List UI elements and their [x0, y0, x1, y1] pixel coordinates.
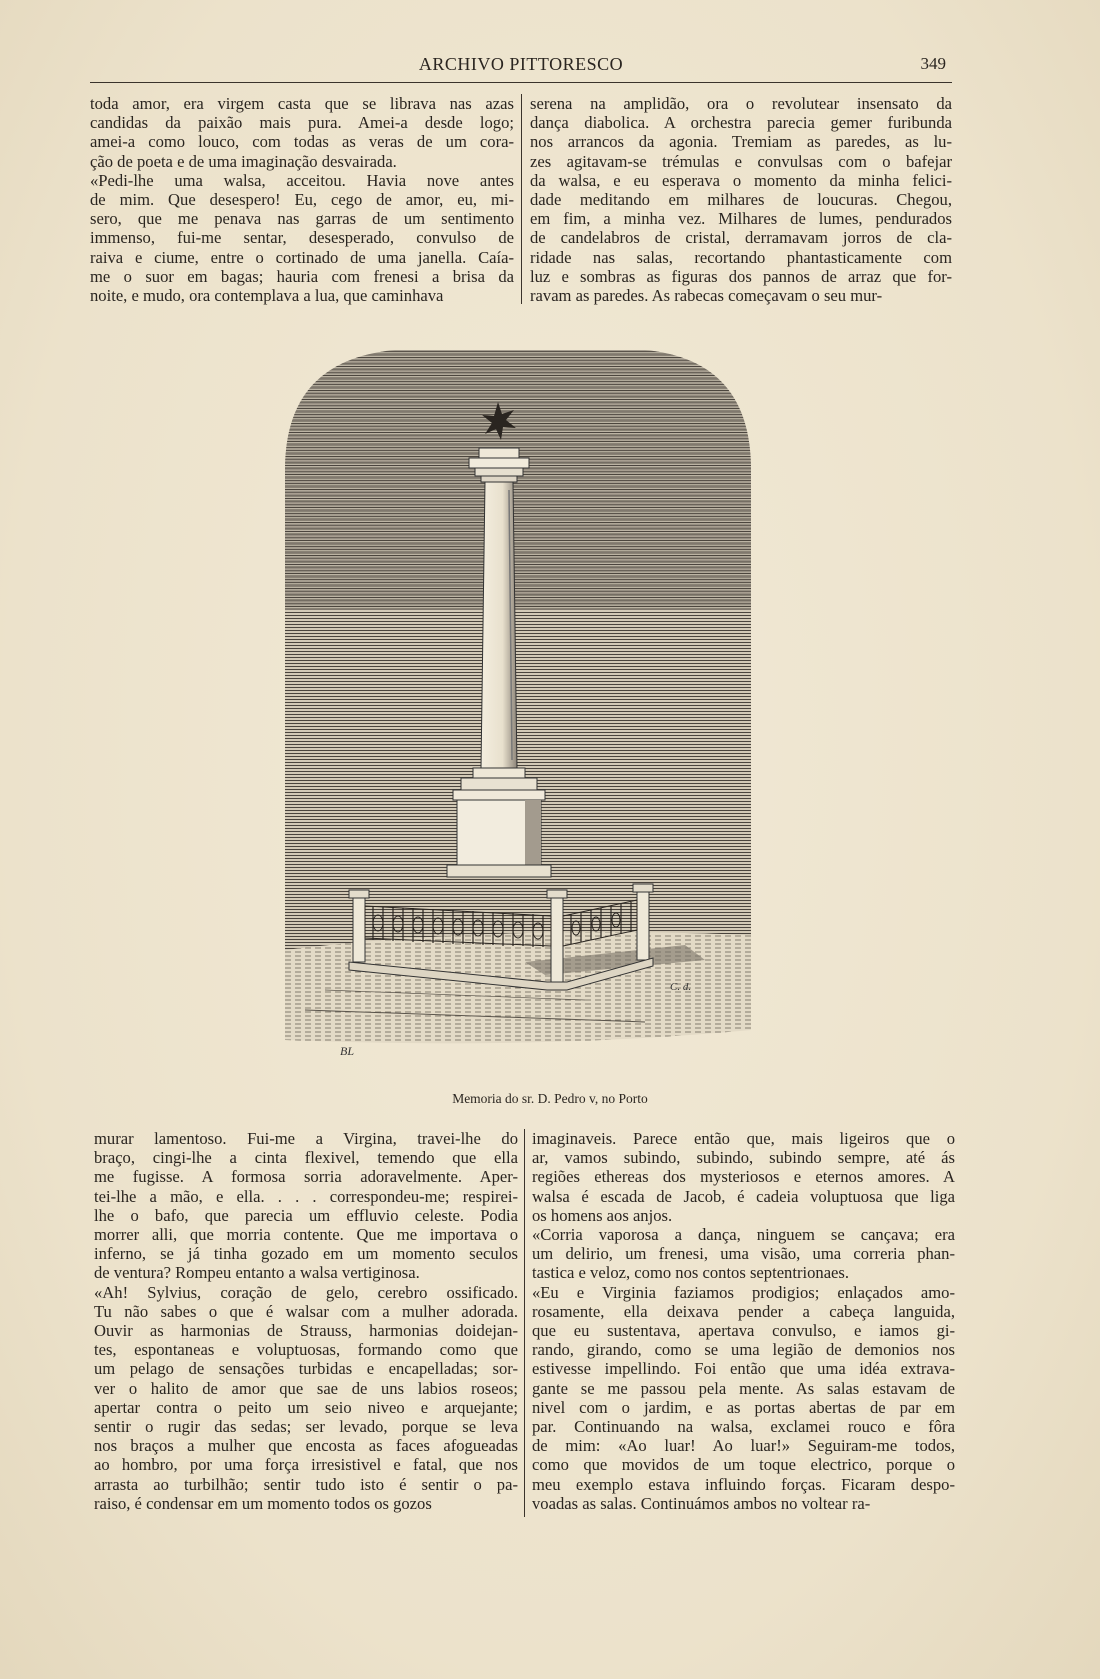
text-line: ridade nas salas, recortando phantasticamente com	[530, 247, 952, 267]
text-line: lhe o bafo, que parecia um effluvio celeste. Podia	[94, 1205, 518, 1225]
text-column-bottom-left	[94, 1129, 518, 1513]
text-line: imaginaveis. Parece então que, mais ligeiros que o	[532, 1129, 955, 1148]
text-line: tei-lhe a mão, e ella. . . . correspondeu-me; respirei-	[94, 1186, 518, 1206]
engraver-signature-right: C. d.	[670, 981, 692, 993]
text-line: me fugisse. A formosa sorria adoravelmente. Aper-	[94, 1167, 518, 1187]
text-line: ao hombro, por uma força irresistivel e fatal, que nos	[94, 1455, 518, 1475]
text-line: sentir o rugir das sedas; ser levado, porque se leva	[94, 1417, 518, 1437]
text-line: «Corria vaporosa a dança, ninguem se cançava; era	[532, 1225, 955, 1245]
text-line: voadas as salas. Continuámos ambos no voltear ra-	[532, 1493, 871, 1513]
text-line: morrer alli, que morria contente. Que me importava o	[94, 1225, 518, 1245]
text-line: gante se me passou pela mente. As salas estavam de	[532, 1378, 955, 1398]
text-column-top-left	[90, 94, 514, 305]
text-line: dade meditando em milhares de loucuras. Chegou,	[530, 190, 952, 210]
column-rule-bottom	[524, 1129, 525, 1517]
figure-caption: Memoria do sr. D. Pedro v, no Porto	[452, 1091, 648, 1106]
text-line: os homens aos anjos.	[532, 1205, 673, 1225]
text-line: de mim. Que desespero! Eu, cego de amor, eu, mi-	[90, 190, 514, 210]
text-line: serena na amplidão, ora o revolutear insensato da	[530, 94, 952, 113]
text-line: estivesse impellindo. Foi então que uma idéa extrava-	[532, 1359, 955, 1379]
text-line: braço, cingi-lhe a cinta flexivel, temendo que ella	[94, 1148, 518, 1168]
text-line: meu exemplo estava influindo forças. Ficaram despo-	[532, 1474, 955, 1494]
running-title: ARCHIVO PITTORESCO	[418, 54, 624, 74]
text-line: zes agitavam-se trémulas e convulsas com o bafejar	[530, 151, 952, 171]
text-line: inferno, se já tinha gozado em um momento seculos	[94, 1244, 518, 1264]
text-line: immenso, fui-me sentar, desesperado, convulso de	[90, 228, 514, 248]
column-rule-top	[521, 94, 522, 304]
text-line: dança diabolica. A orchestra parecia gemer furibunda	[530, 113, 952, 133]
text-line: «Ah! Sylvius, coração de gelo, cerebro ossificado.	[94, 1282, 518, 1302]
text-line: ravam as paredes. As rabecas começavam o seu mur-	[530, 286, 883, 306]
text-line: ção de poeta e de uma imaginação desvairada.	[90, 151, 397, 171]
text-line: em fim, a minha vez. Milhares de lumes, pendurados	[530, 209, 952, 229]
text-line: ver o halito de amor que sae de uns labios roseos;	[94, 1378, 518, 1398]
text-column-bottom-right	[532, 1129, 955, 1513]
text-line: regiões ethereas dos mysteriosos e eternos amores. A	[532, 1167, 955, 1187]
text-line: rosamente, ella deixava pender a cabeça languida,	[532, 1301, 955, 1321]
text-line: raiso, é condensar em um momento todos os gozos	[94, 1493, 432, 1513]
text-line: arrasta ao turbilhão; sentir tudo isto é sentir o pa-	[94, 1474, 518, 1494]
text-column-top-right	[530, 94, 952, 305]
text-line: tastica e veloz, como nos contos septentrionaes.	[532, 1263, 850, 1283]
running-head	[90, 52, 952, 83]
text-line: tes, espontaneas e voluptuosas, formando como que	[94, 1340, 518, 1360]
text-line: «Eu e Virginia faziamos prodigios; enlaçados amo-	[532, 1282, 955, 1302]
text-line: par. Continuando na walsa, exclamei rouco e fôra	[532, 1417, 955, 1437]
text-line: luz e sombras as figuras dos pannos de arraz que for-	[530, 266, 952, 286]
text-line: me o suor em bagas; hauria com frenesi a brisa da	[90, 266, 514, 286]
text-line: nos arrancos da agonia. Tremiam as paredes, as lu-	[530, 132, 952, 152]
text-line: que eu sustentava, apertava convulso, e iamos gi-	[532, 1321, 955, 1341]
text-line: de mim: «Ao luar! Ao luar!» Seguiram-me todos,	[532, 1436, 955, 1456]
text-line: «Pedi-lhe uma walsa, acceitou. Havia nove antes	[90, 170, 514, 190]
monument-engraving	[285, 350, 751, 1072]
text-line: candidas da paixão mais pura. Amei-a desde logo;	[90, 113, 514, 133]
page-number: 349	[920, 54, 946, 73]
text-line: um pelago de sensações turbidas e encapelladas; sor-	[94, 1359, 518, 1379]
text-line: raiva e ciume, entre o cortinado de uma janella. Caía-	[90, 247, 514, 267]
text-line: walsa é escada de Jacob, é cadeia voluptuosa que liga	[532, 1186, 955, 1206]
engraver-signature-left: BL	[340, 1044, 355, 1058]
text-line: murar lamentoso. Fui-me a Virgina, travei-lhe do	[94, 1129, 518, 1148]
text-line: Ouvir as harmonias de Strauss, harmonias doidejan-	[94, 1321, 518, 1341]
text-line: ar, vamos subindo, subindo, subindo sempre, até ás	[532, 1148, 955, 1168]
text-line: de candelabros de cristal, derramavam jorros de cla-	[530, 228, 952, 248]
text-line: toda amor, era virgem casta que se librava nas azas	[90, 94, 514, 113]
text-line: um delirio, um frenesi, uma visão, uma correria phan-	[532, 1244, 955, 1264]
text-line: rando, girando, como se uma legião de demonios nos	[532, 1340, 955, 1360]
text-line: nivel com o jardim, e as portas abertas de par em	[532, 1397, 955, 1417]
text-line: noite, e mudo, ora contemplava a lua, que caminhava	[90, 286, 444, 306]
text-line: nos braços a mulher que encosta as faces afogueadas	[94, 1436, 518, 1456]
text-line: da walsa, e eu esperava o momento da minha felici-	[530, 170, 952, 190]
text-line: amei-a como louco, com todas as veras de um cora-	[90, 132, 514, 152]
text-line: sero, que me penava nas garras de um sentimento	[90, 209, 514, 229]
text-line: de ventura? Rompeu entanto a walsa vertiginosa.	[94, 1263, 420, 1283]
text-line: Tu não sabes o que é walsar com a mulher adorada.	[94, 1301, 518, 1321]
text-line: como que movidos de um toque electrico, porque o	[532, 1455, 955, 1475]
text-line: apertar contra o peito um seio niveo e arquejante;	[94, 1397, 518, 1417]
